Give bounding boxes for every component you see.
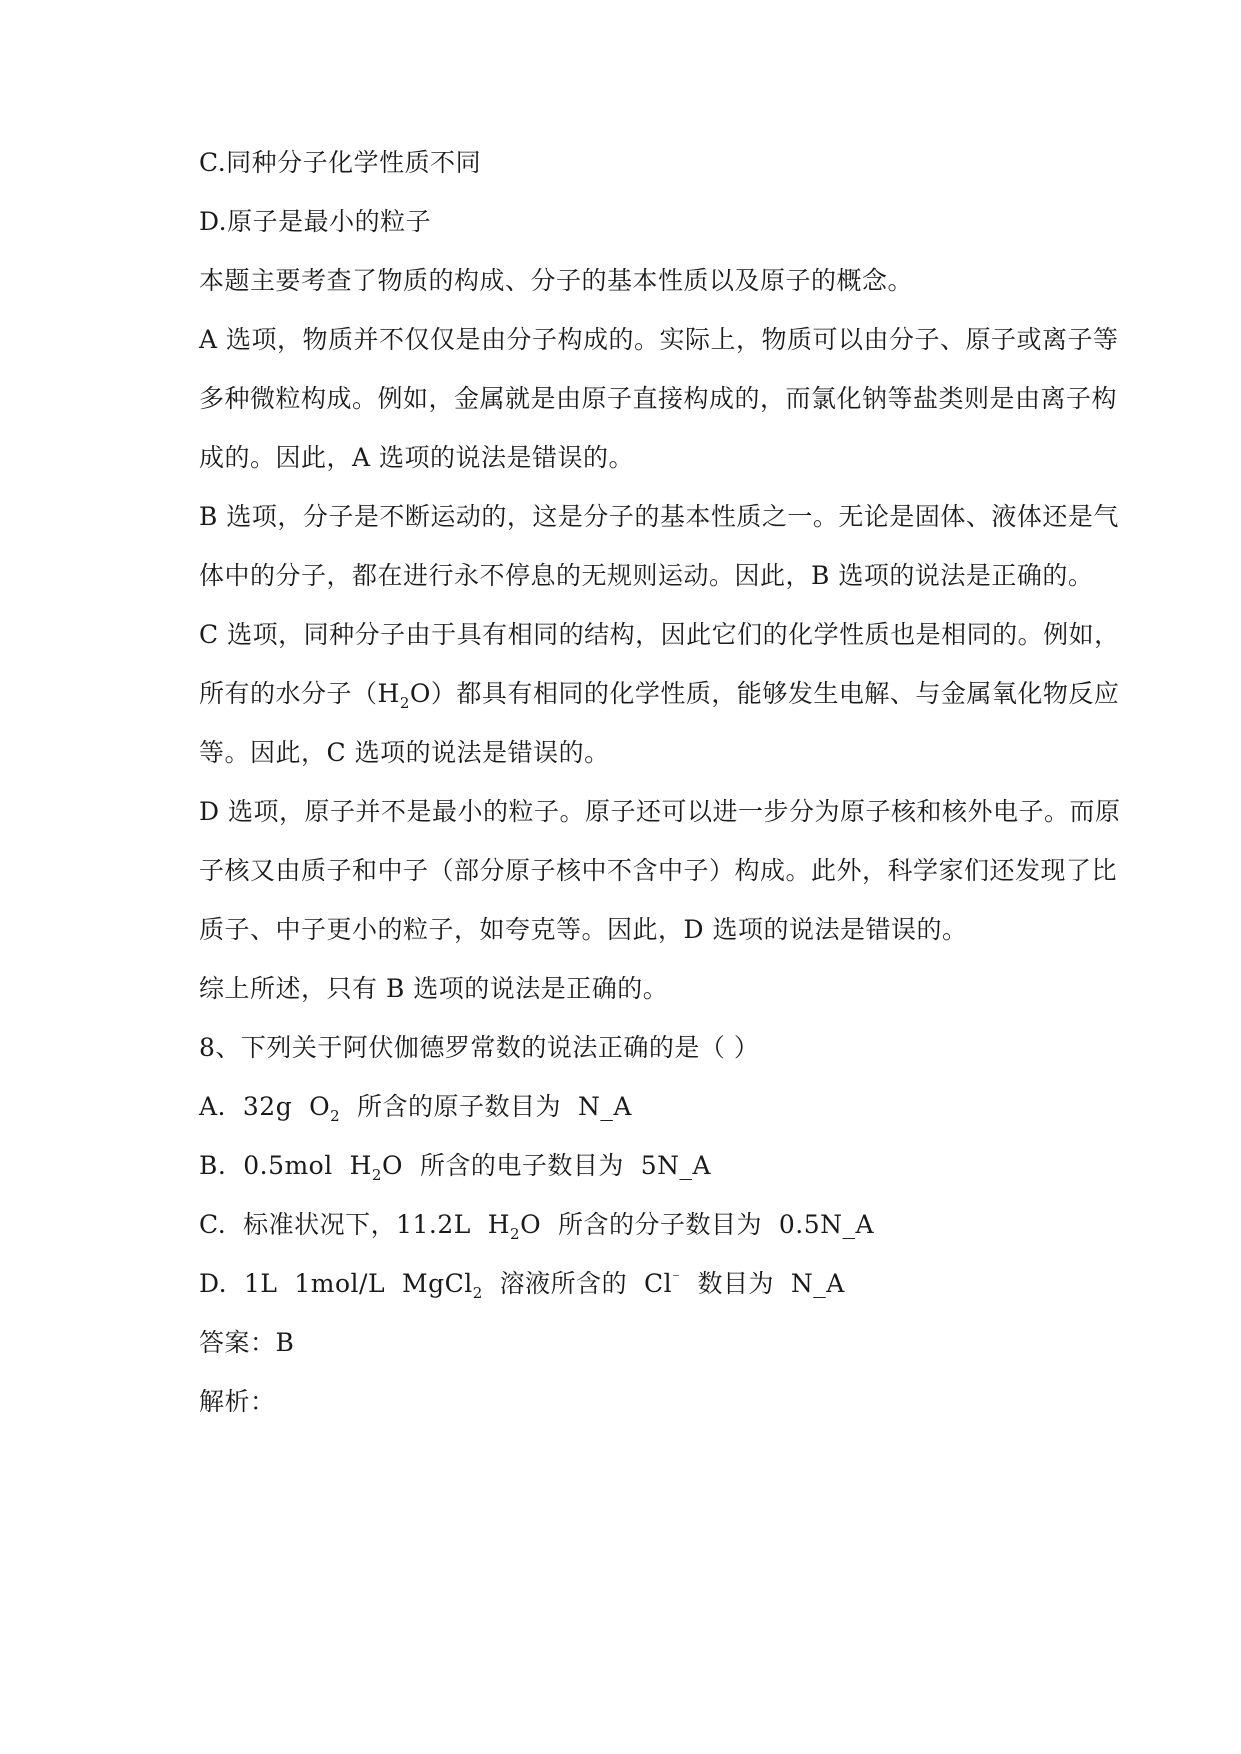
paragraph-d-line-2: 子核又由质子和中子（部分原子核中不含中子）构成。此外，科学家们还发现了比 (199, 856, 1118, 885)
subscript: 2 (472, 1284, 483, 1302)
analysis-intro: 本题主要考查了物质的构成、分子的基本性质以及原子的概念。 (199, 266, 914, 295)
paragraph-a-line-1: A 选项，物质并不仅仅是由分子构成的。实际上，物质可以由分子、原子或离子等 (199, 325, 1119, 354)
text-run: C. 标准状况下，11.2L H (199, 1210, 511, 1239)
paragraph-a-line-3: 成的。因此，A 选项的说法是错误的。 (199, 443, 635, 472)
paragraph-a-line-2: 多种微粒构成。例如，金属就是由原子直接构成的，而氯化钠等盐类则是由离子构 (199, 384, 1118, 413)
text-run: D. 1L 1mol/L MgCl (199, 1269, 473, 1298)
text-run: 溶液所含的 Cl (482, 1269, 673, 1298)
paragraph-b-line-1: B 选项，分子是不断运动的，这是分子的基本性质之一。无论是固体、液体还是气 (199, 502, 1119, 531)
text-run: 所含的原子数目为 N_A (340, 1092, 632, 1121)
text-run: 数目为 N_A (680, 1269, 845, 1298)
text-run: O 所含的分子数目为 0.5N_A (520, 1210, 875, 1239)
text-run: A. 32g O (199, 1092, 331, 1121)
summary: 综上所述，只有 B 选项的说法是正确的。 (199, 974, 669, 1003)
option-c (199, 1208, 1119, 1242)
paragraph-c-line-3: 等。因此，C 选项的说法是错误的。 (199, 738, 610, 767)
text-run: O 所含的电子数目为 5N_A (381, 1151, 712, 1180)
answer: 答案：B (199, 1328, 295, 1357)
paragraph-c-line-1: C 选项，同种分子由于具有相同的结构，因此它们的化学性质也是相同的。例如， (199, 620, 1120, 649)
subscript: 2 (399, 694, 410, 712)
text-run: 所有的水分子（H (199, 679, 400, 708)
text-run: B. 0.5mol H (199, 1151, 372, 1180)
superscript: ⁻ (672, 1269, 681, 1287)
paragraph-d-line-3: 质子、中子更小的粒子，如夸克等。因此，D 选项的说法是错误的。 (199, 915, 968, 944)
subscript: 2 (510, 1225, 521, 1243)
option-b (199, 1149, 1119, 1183)
option-d (199, 1267, 1119, 1301)
option-c-previous: C.同种分子化学性质不同 (199, 148, 482, 177)
option-a (199, 1090, 1119, 1124)
text-run: O）都具有相同的化学性质，能够发生电解、与金属氧化物反应 (409, 679, 1120, 708)
paragraph-d-line-1: D 选项，原子并不是最小的粒子。原子还可以进一步分为原子核和核外电子。而原 (199, 797, 1121, 826)
subscript: 2 (330, 1107, 341, 1125)
paragraph-b-line-2: 体中的分子，都在进行永不停息的无规则运动。因此，B 选项的说法是正确的。 (199, 561, 1094, 590)
question-8: 8、下列关于阿伏伽德罗常数的说法正确的是（ ） (199, 1033, 760, 1062)
subscript: 2 (371, 1166, 382, 1184)
analysis-label: 解析： (199, 1387, 276, 1416)
option-d-previous: D.原子是最小的粒子 (199, 207, 432, 236)
paragraph-c-line-2 (199, 677, 1119, 711)
